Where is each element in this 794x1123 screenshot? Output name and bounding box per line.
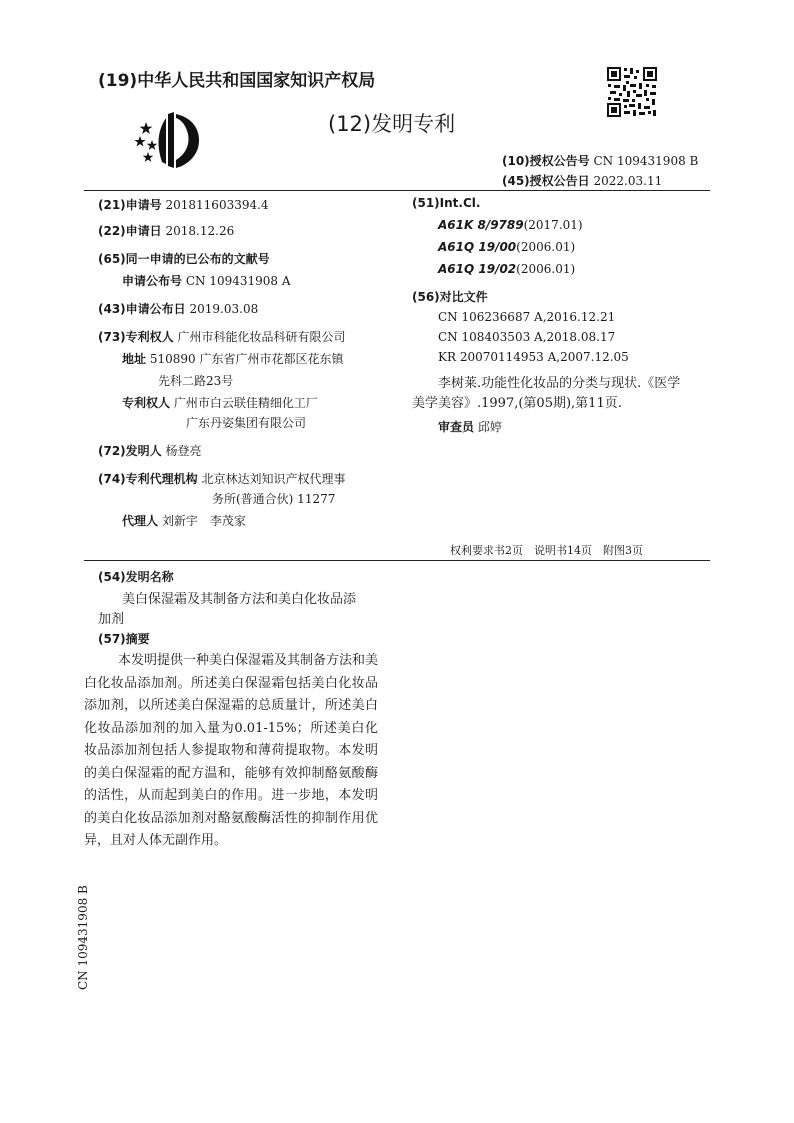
agency-line-1: 北京林达刘知识产权代理事 (201, 472, 346, 486)
publication-number-row (122, 272, 291, 289)
publication-date-row (98, 300, 258, 317)
application-number-row (98, 196, 269, 213)
publication-number: CN 109431908 A (185, 274, 291, 288)
ipc-label: (51)Int.Cl. (412, 196, 481, 210)
reference-text-line-1: 李树莱.功能性化妆品的分类与现状.《医学 (438, 376, 681, 391)
application-date-label: (22)申请日 (98, 224, 162, 238)
qr-code-icon (606, 66, 658, 118)
title-label: (54)发明名称 (98, 570, 174, 584)
agent-row (122, 512, 246, 529)
ipc-code: A61Q 19/02 (438, 262, 517, 276)
office-name: (19)中华人民共和国国家知识产权局 (98, 71, 376, 91)
side-publication-number: CN 109431908 B (76, 885, 90, 990)
reference-1: CN 106236687 A,2016.12.21 (438, 310, 616, 324)
reference-2: CN 108403503 A,2018.08.17 (438, 330, 616, 344)
reference-text-line-2: 美学美容》.1997,(第05期),第11页. (412, 396, 622, 411)
reference-3: KR 20070114953 A,2007.12.05 (438, 350, 629, 364)
pages-info: 权利要求书2页 说明书14页 附图3页 (450, 544, 643, 557)
agency-line-2: 务所(普通合伙) 11277 (212, 492, 336, 506)
patentee2-line-1: 广州市白云联佳精细化工厂 (173, 396, 318, 410)
prior-publication-label: (65)同一申请的已公布的文献号 (98, 252, 270, 266)
application-number-label: (21)申请号 (98, 198, 162, 212)
header-divider (84, 190, 710, 191)
abstract-label: (57)摘要 (98, 632, 150, 646)
publication-number-label: 申请公布号 (122, 274, 183, 288)
patentee-row (98, 328, 346, 345)
abstract-body (84, 650, 378, 853)
inventor: 杨登亮 (165, 444, 202, 458)
cnipa-logo-icon (128, 108, 206, 170)
patentee2-label: 专利权人 (122, 396, 171, 410)
pages-divider (84, 560, 710, 561)
abstract-text: 本发明提供一种美白保湿霜及其制备方法和美白化妆品添加剂。所述美白保湿霜包括美白化妆品添加剂，以所述美白保湿霜的总质量计，所述美白化妆品添加剂的加入量为0.01-15%；所述美白化妆品添加剂包括人参提取物和薄荷提取物。本发明的美白保湿霜的配方温和，能够有效抑制酪氨酸酶的活性，从而起到美白的作用。进一步地，本发明的美白化妆品添加剂对酪氨酸酶活性的抑制作用优异，且对人体无副作用。 (84, 653, 379, 848)
patentee: 广州市科能化妆品科研有限公司 (177, 330, 346, 344)
agency-row (98, 470, 346, 487)
ipc-row-3 (438, 262, 575, 276)
patentee2-row (122, 394, 318, 411)
examiner: 邱婷 (477, 420, 502, 434)
ipc-row-1 (438, 218, 583, 232)
ipc-code: A61Q 19/00 (438, 240, 517, 254)
ipc-row-2 (438, 240, 575, 254)
application-date: 2018.12.26 (165, 224, 235, 238)
agency-label: (74)专利代理机构 (98, 472, 198, 486)
ipc-code: A61K 8/9789 (438, 218, 524, 232)
inventor-row (98, 442, 202, 459)
publication-date: 2019.03.08 (189, 302, 259, 316)
inventor-label: (72)发明人 (98, 444, 162, 458)
agent-label: 代理人 (122, 514, 159, 528)
address-line-2: 先科二路23号 (158, 374, 234, 388)
ipc-year: (2017.01) (523, 218, 583, 232)
address-line-1: 510890 广东省广州市花都区花东镇 (149, 352, 344, 366)
ipc-year: (2006.01) (516, 262, 576, 276)
address-label: 地址 (122, 352, 147, 366)
ipc-year: (2006.01) (516, 240, 576, 254)
patentee2-line-2: 广东丹姿集团有限公司 (186, 416, 307, 430)
application-date-row (98, 222, 234, 239)
invention-title-line-1: 美白保湿霜及其制备方法和美白化妆品添 (122, 592, 357, 607)
grant-number-row (502, 152, 698, 169)
examiner-row (438, 418, 502, 435)
agents: 刘新宇 李茂家 (161, 514, 246, 528)
invention-title-line-2: 加剂 (98, 612, 125, 627)
grant-date-row (502, 172, 662, 189)
address-row (122, 350, 343, 367)
examiner-label: 审查员 (438, 420, 475, 434)
grant-date: 2022.03.11 (593, 174, 663, 188)
grant-number: CN 109431908 B (593, 154, 699, 168)
grant-date-label: (45)授权公告日 (502, 174, 590, 188)
references-label: (56)对比文件 (412, 290, 488, 304)
application-number: 201811603394.4 (165, 198, 269, 212)
patentee-label: (73)专利权人 (98, 330, 174, 344)
grant-number-label: (10)授权公告号 (502, 154, 590, 168)
document-kind-title: (12)发明专利 (328, 112, 456, 136)
publication-date-label: (43)申请公布日 (98, 302, 186, 316)
